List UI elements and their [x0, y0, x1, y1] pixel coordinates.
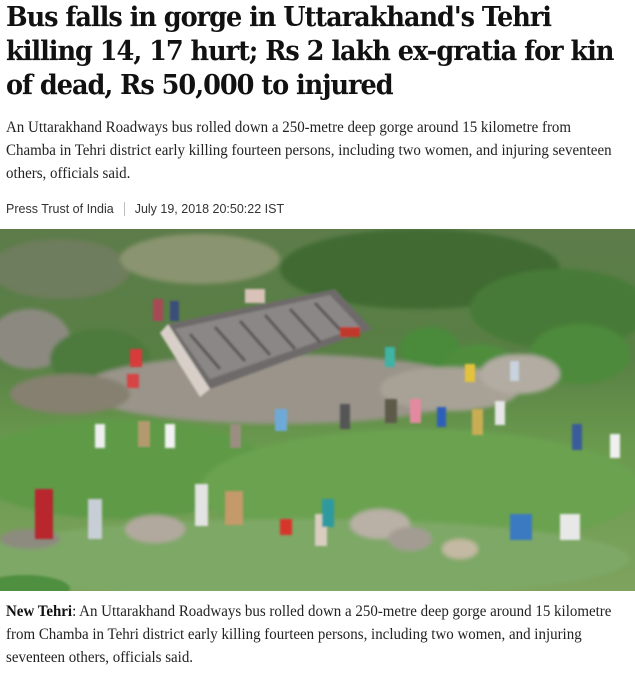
article-photo	[0, 229, 635, 591]
byline-divider	[124, 202, 125, 216]
article-headline: Bus falls in gorge in Uttarakhand's Tehri killing 14, 17 hurt; Rs 2 lakh ex-gratia for kin of dead, Rs 50,000 to injured	[6, 1, 614, 101]
byline-timestamp: July 19, 2018 20:50:22 IST	[134, 202, 285, 216]
body-dateline: New Tehri	[6, 603, 73, 620]
byline	[6, 200, 284, 218]
body-paragraph: : An Uttarakhand Roadways bus rolled down a 250-metre deep gorge around 15 kilometre from Chamba in Tehri district early killing fourteen persons, including two women, and injuring seventeen others, officials said.	[6, 603, 612, 666]
article-summary: An Uttarakhand Roadways bus rolled down a 250-metre deep gorge around 15 kilometre from Chamba in Tehri district early killing fourteen persons, including two women, and injuring seventeen others, officials said.	[6, 119, 612, 182]
photo-illustration	[0, 229, 635, 591]
byline-source[interactable]: Press Trust of India	[6, 202, 114, 216]
article-body	[6, 600, 624, 669]
